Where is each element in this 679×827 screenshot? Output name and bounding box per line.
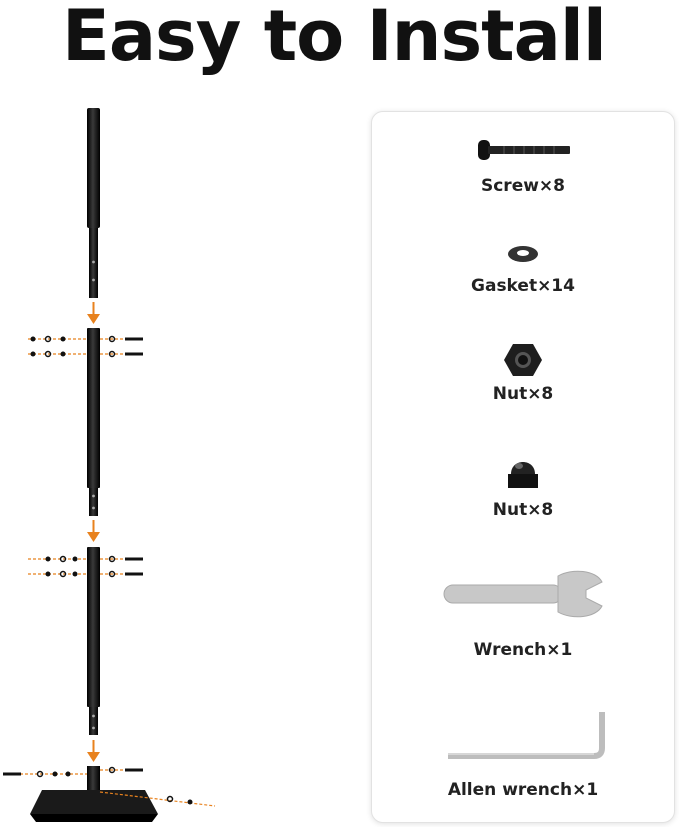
part-cap-nut [372, 448, 674, 528]
screw-icon [474, 132, 574, 168]
part-label: Nut×8 [492, 500, 554, 520]
pole-segment-middle-2 [87, 547, 100, 735]
hardware-set-1 [28, 339, 145, 354]
allen-wrench-icon [444, 708, 606, 768]
pole-base [30, 766, 158, 822]
part-label: Wrench×1 [473, 640, 573, 660]
part-label: Nut×8 [492, 384, 554, 404]
page-title: Easy to Install [62, 0, 606, 77]
gasket-icon [506, 242, 540, 266]
arrow-down-icon [87, 302, 100, 324]
part-allen-wrench [372, 708, 674, 808]
arrow-down-icon [87, 520, 100, 542]
arrow-down-icon [87, 740, 100, 762]
part-label: Gasket×14 [471, 276, 575, 296]
part-gasket [372, 238, 674, 308]
pole-segment-top [87, 108, 100, 298]
part-hex-nut [372, 338, 674, 418]
cap-nut-icon [505, 452, 541, 492]
parts-list-panel [371, 111, 675, 823]
part-wrench [372, 568, 674, 668]
part-label: Allen wrench×1 [447, 780, 599, 800]
part-label: Screw×8 [480, 176, 565, 196]
part-screw [372, 128, 674, 208]
pole-segment-middle-1 [87, 328, 100, 516]
pole-assembly-illustration [0, 100, 260, 827]
hex-nut-icon [503, 342, 543, 378]
wrench-icon [440, 568, 606, 620]
